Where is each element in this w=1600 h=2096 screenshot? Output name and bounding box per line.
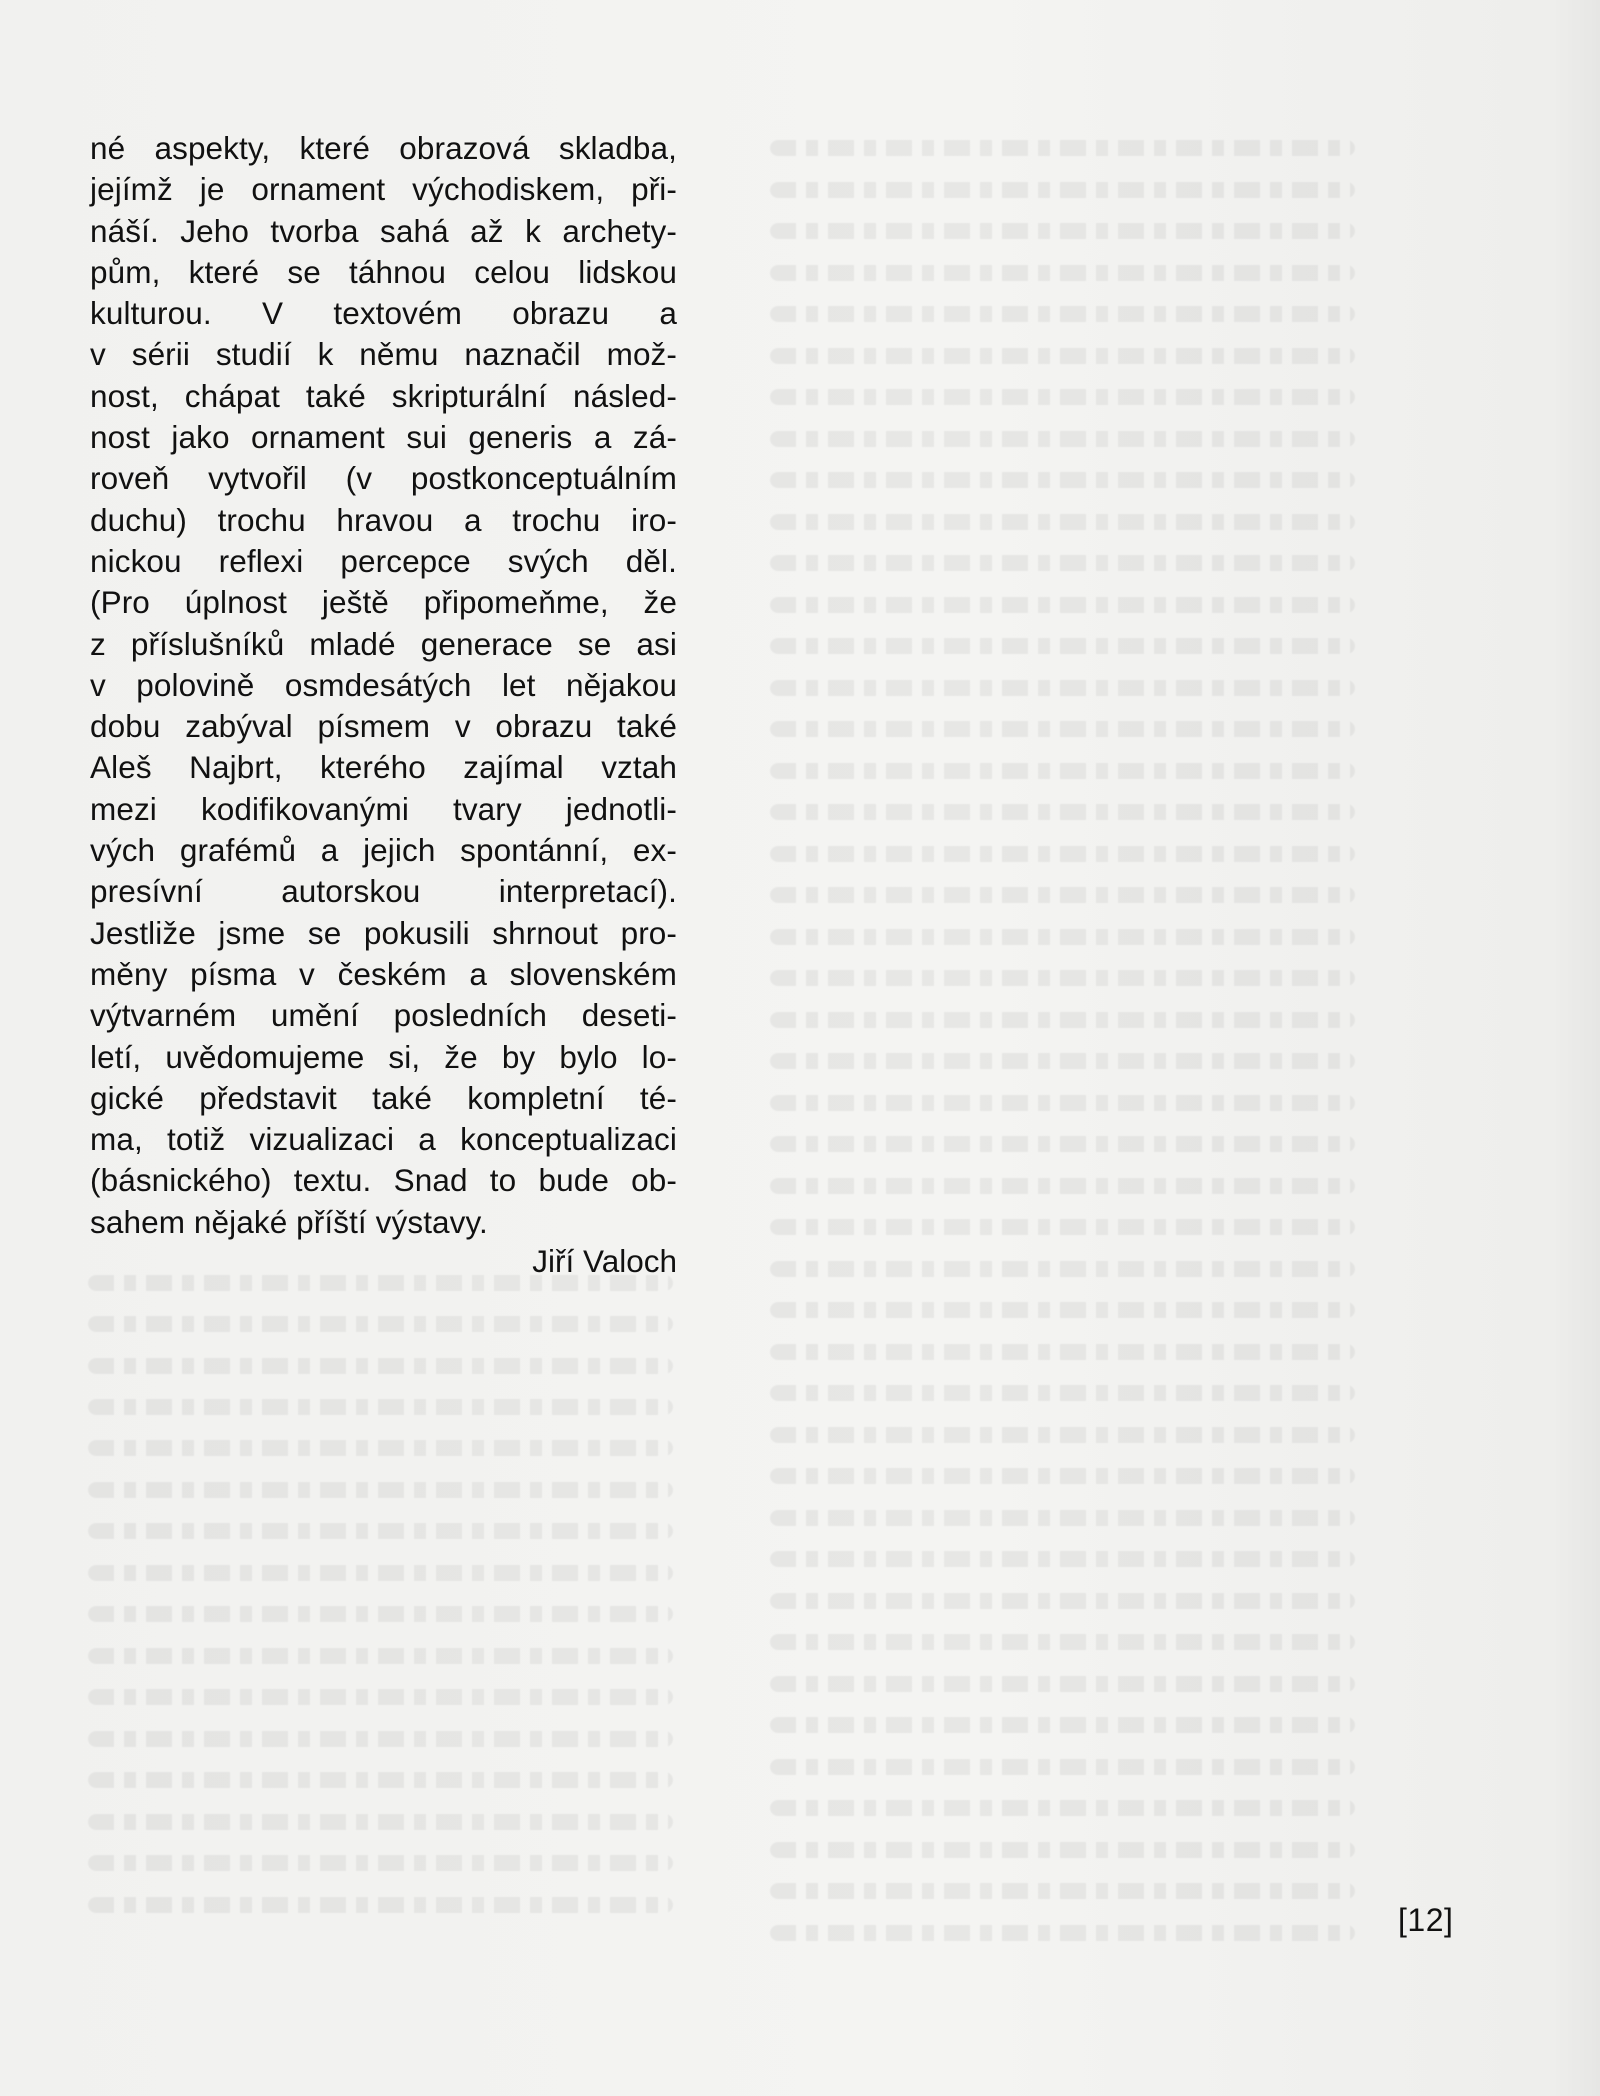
text-line: dobu zabýval písmem v obrazu také bbox=[90, 708, 677, 745]
text-line: (básnického) textu. Snad to bude ob- bbox=[90, 1162, 677, 1199]
text-line: gické představit také kompletní té- bbox=[90, 1079, 677, 1116]
text-line: letí, uvědomujeme si, že by bylo lo- bbox=[90, 1038, 677, 1075]
text-line: kulturou. V textovém obrazu a bbox=[90, 295, 677, 332]
text-line: (Pro úplnost ještě připomeňme, že bbox=[90, 584, 677, 621]
text-line: né aspekty, které obrazová skladba, bbox=[90, 130, 677, 166]
text-line: vých grafémů a jejich spontánní, ex- bbox=[90, 832, 677, 869]
text-line: Aleš Najbrt, kterého zajímal vztah bbox=[90, 749, 677, 786]
text-line: roveň vytvořil (v postkonceptuálním bbox=[90, 460, 677, 497]
text-line: náší. Jeho tvorba sahá až k archety- bbox=[90, 212, 677, 249]
text-line: pům, které se táhnou celou lidskou bbox=[90, 253, 677, 290]
text-line: z příslušníků mladé generace se asi bbox=[90, 625, 677, 662]
text-line: mezi kodifikovanými tvary jednotli- bbox=[90, 790, 677, 827]
text-line: Jestliže jsme se pokusili shrnout pro- bbox=[90, 914, 677, 951]
article-text bbox=[90, 128, 677, 1243]
author-signature: Jiří Valoch bbox=[532, 1243, 677, 1279]
text-line: výtvarném umění posledních deseti- bbox=[90, 997, 677, 1034]
page-number: [12] bbox=[1398, 1902, 1454, 1938]
text-line: ma, totiž vizualizaci a konceptualizaci bbox=[90, 1121, 677, 1158]
text-line: nost jako ornament sui generis a zá- bbox=[90, 419, 677, 456]
text-line: duchu) trochu hravou a trochu iro- bbox=[90, 501, 677, 538]
text-line: nickou reflexi percepce svých děl. bbox=[90, 542, 677, 579]
text-line: jejímž je ornament východiskem, při- bbox=[90, 171, 677, 208]
text-line: presívní autorskou interpretací). bbox=[90, 873, 677, 910]
text-line-final: sahem nějaké příští výstavy. bbox=[90, 1203, 488, 1240]
text-line: nost, chápat také skripturální násled- bbox=[90, 377, 677, 414]
text-line: v polovině osmdesátých let nějakou bbox=[90, 666, 677, 703]
text-line: v sérii studií k němu naznačil mož- bbox=[90, 336, 677, 373]
text-line: měny písma v českém a slovenském bbox=[90, 955, 677, 992]
